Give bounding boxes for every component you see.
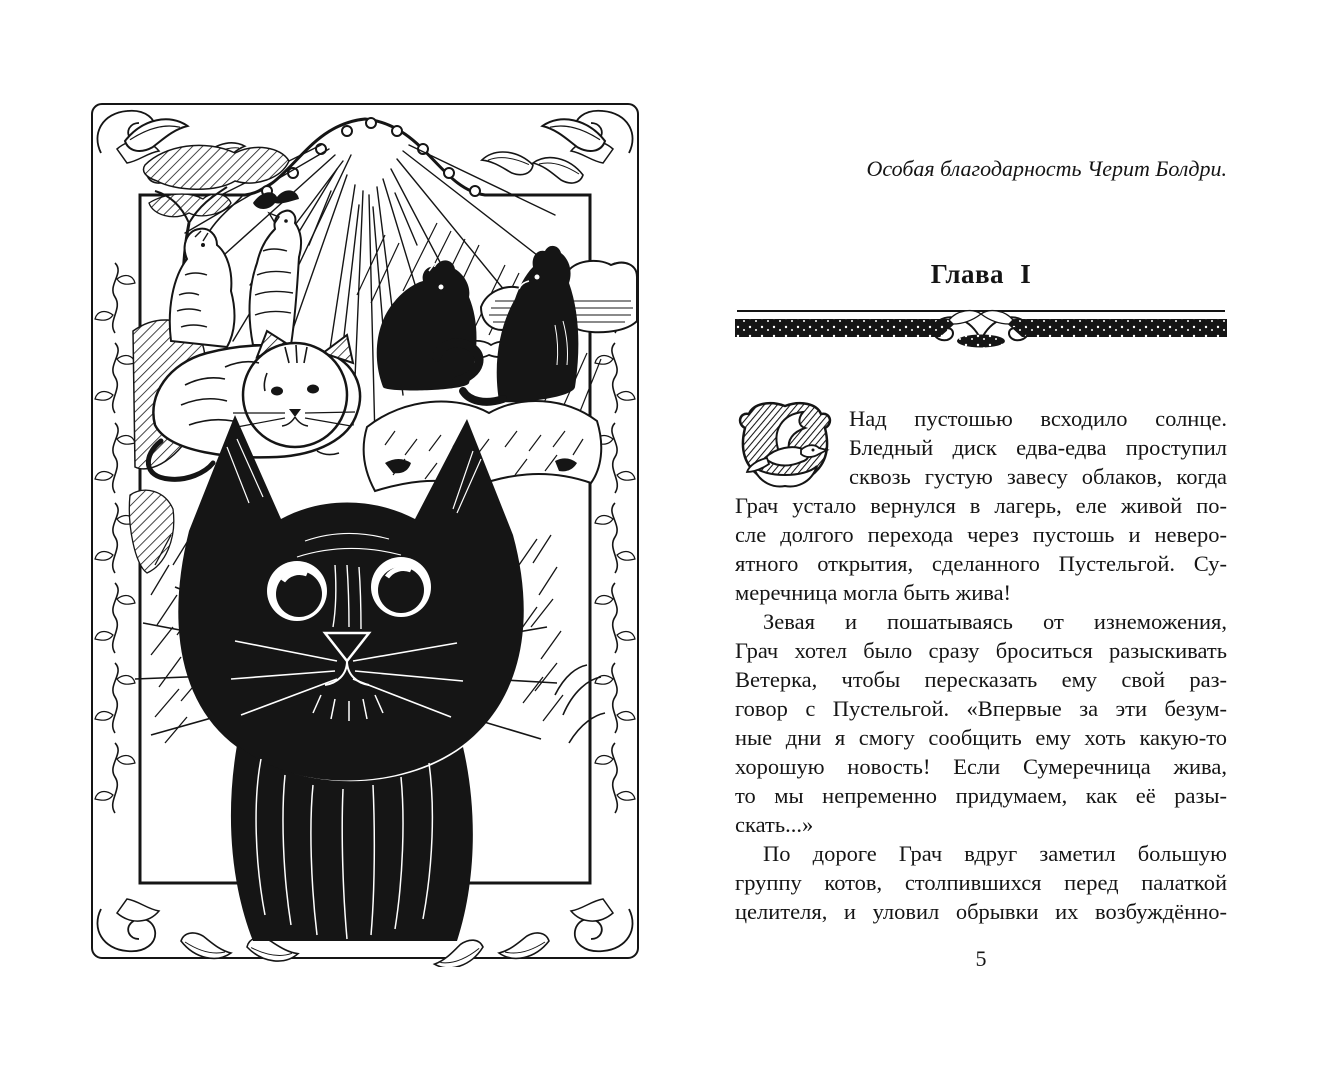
chapter-body (735, 404, 1227, 926)
right-page (735, 0, 1227, 1080)
dedication: Особая благодарность Черит Болдри. (866, 156, 1227, 181)
text-line: группу котов, столпившихся перед палаткой (735, 870, 1227, 895)
page-number: 5 (975, 946, 987, 971)
paragraph-3 (735, 839, 1227, 926)
text-line: целителя, и уловил обрывки их возбуждённо- (735, 899, 1227, 924)
text-line: говор с Пустельгой. «Впервые за эти безум- (735, 696, 1227, 721)
text-line: то мы непременно придумаем, как её разы- (735, 783, 1227, 808)
bird-icon (253, 190, 299, 209)
left-page-illustration (85, 95, 645, 967)
text-line: ные дни я смогу сообщить ему хоть какую-то (735, 725, 1227, 750)
chapter-heading: Глава I (930, 259, 1032, 289)
black-cat-left (377, 260, 479, 390)
text-line: меречница могла быть жива! (735, 580, 1012, 605)
text-line: ятного открытия, сделанного Пустельгой. Су- (735, 551, 1227, 576)
text-line: Бледный диск едва-едва проступил (849, 435, 1227, 460)
text-line: сквозь густую завесу облаков, когда (849, 464, 1227, 489)
text-line: сле долгого перехода через пустошь и неверо- (735, 522, 1227, 547)
text-line: По дороге Грач вдруг заметил большую (763, 841, 1227, 866)
text-line: скать...» (735, 812, 814, 837)
text-line: Зевая и пошатываясь от изнеможения, (763, 609, 1227, 634)
tabby-cat-sitting (170, 229, 235, 347)
divider-rule-ornament-icon (735, 306, 1227, 350)
paragraph-1 (735, 404, 1227, 607)
black-cat-face (178, 415, 523, 781)
chapter-divider (735, 306, 1227, 350)
tabby-cat-looking-up (250, 211, 302, 345)
cats-sunrise-engraving-icon (85, 95, 645, 967)
text-line: Над пустошью всходило солнце. (849, 406, 1227, 431)
paragraph-2 (735, 607, 1227, 839)
black-cat-right (463, 246, 578, 402)
text-line: Грач хотел было сразу броситься разыскивать (735, 638, 1227, 663)
text-line: Грач устало вернулся в лагерь, еле живой по- (735, 493, 1227, 518)
bird-shield-ornament-icon (735, 400, 835, 488)
text-line: хорошую новость! Если Сумеречница жива, (735, 754, 1227, 779)
text-line: Ветерка, чтобы пересказать ему свой раз- (735, 667, 1227, 692)
